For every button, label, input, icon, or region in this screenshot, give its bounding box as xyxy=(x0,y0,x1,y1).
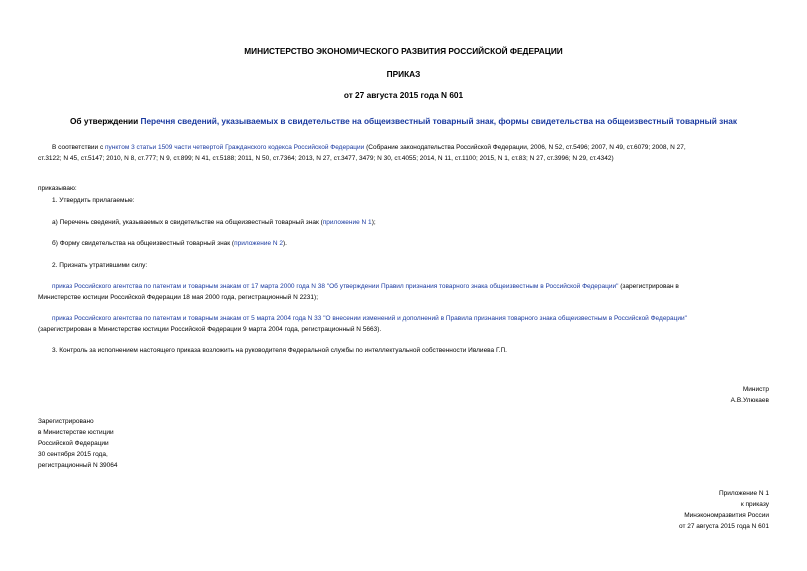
appendix-line: Минэкономразвития России xyxy=(684,512,769,519)
appendix-line: Приложение N 1 xyxy=(718,490,769,497)
item-2a-line2: Министерстве юстиции Российской Федерации 18 мая 2000 года, регистрационный N 2231); xyxy=(38,294,318,301)
item-3: 3. Контроль за исполнением настоящего приказа возложить на руководителя Федеральной службы по интеллектуальной собственности Ивлиева Г.П. xyxy=(52,347,507,354)
document-title xyxy=(0,116,807,126)
appendix-2-link[interactable]: приложение N 2 xyxy=(234,240,284,247)
appendix-line: от 27 августа 2015 года N 601 xyxy=(678,523,769,530)
registration-line: Зарегистрировано xyxy=(38,418,94,425)
registration-line: 30 сентября 2015 года, xyxy=(38,451,108,458)
item-1: 1. Утвердить прилагаемые: xyxy=(52,197,135,204)
item-1a-end: ); xyxy=(371,219,376,226)
item-2a-tail: (зарегистрирован в xyxy=(620,283,679,290)
ministry-heading: МИНИСТЕРСТВО ЭКОНОМИЧЕСКОГО РАЗВИТИЯ РОССИЙСКОЙ ФЕДЕРАЦИИ xyxy=(244,46,563,56)
item-1b-end: ). xyxy=(283,240,287,247)
preamble-lead: В соответствии с xyxy=(52,144,104,151)
item-2b-line1 xyxy=(52,313,687,324)
doc-date-number: от 27 августа 2015 года N 601 xyxy=(343,90,464,100)
order-33-link[interactable]: приказ Российского агентства по патентам и товарным знакам от 5 марта 2004 года N 33 "О внесении изменений и дополнений в Правила признания товарного знака общеизвестным в Российской Федерации" xyxy=(52,315,687,322)
title-link[interactable]: Перечня сведений, указываемых в свидетельстве на общеизвестный товарный знак, формы свидетельства на общеизвестный товарный знак xyxy=(140,116,738,126)
item-1b-text: б) Форму свидетельства на общеизвестный товарный знак ( xyxy=(52,240,235,247)
signature-name: А.В.Улюкаев xyxy=(730,397,769,404)
signature-position: Министр xyxy=(742,386,769,393)
item-2b-line2: (зарегистрирован в Министерстве юстиции Российской Федерации 9 марта 2004 года, регистрационный N 5663). xyxy=(38,326,382,333)
item-2: 2. Признать утратившими силу: xyxy=(52,262,148,269)
order-word: приказываю: xyxy=(38,185,77,192)
preamble-link[interactable]: пунктом 3 статьи 1509 части четвертой Гражданского кодекса Российской Федерации xyxy=(105,144,365,151)
preamble-tail: (Собрание законодательства Российской Федерации, 2006, N 52, ст.5496; 2007, N 49, ст.6079; 2008, N 27, xyxy=(366,144,686,151)
title-prefix: Об утверждении xyxy=(69,116,139,126)
item-1a xyxy=(52,217,376,228)
doc-type-heading: ПРИКАЗ xyxy=(386,69,421,79)
item-1a-text: а) Перечень сведений, указываемых в свидетельстве на общеизвестный товарный знак ( xyxy=(52,219,323,226)
appendix-line: к приказу xyxy=(740,501,769,508)
registration-line: в Министерстве юстиции xyxy=(38,429,114,436)
registration-line: регистрационный N 39064 xyxy=(38,462,118,469)
preamble-line2: ст.3122; N 45, ст.5147; 2010, N 8, ст.777; N 9, ст.899; N 41, ст.5188; 2011, N 50, ст.7364; 2013, N 27, ст.3477, 3479; N 30, ст.4055; 2014, N 11, ст.1100; 2015, N 1, ст.83; N 27, ст.3996; N 29, ст.4342) xyxy=(38,155,614,162)
item-1b xyxy=(52,238,287,249)
appendix-1-link[interactable]: приложение N 1 xyxy=(322,219,372,226)
registration-line: Российской Федерации xyxy=(38,440,109,447)
item-2a-line1 xyxy=(52,281,679,292)
preamble-line1 xyxy=(52,142,686,153)
order-38-link[interactable]: приказ Российского агентства по патентам и товарным знакам от 17 марта 2000 года N 38 "Об утверждении Правил признания товарного знака общеизвестным в Российской Федерации" xyxy=(52,283,619,290)
